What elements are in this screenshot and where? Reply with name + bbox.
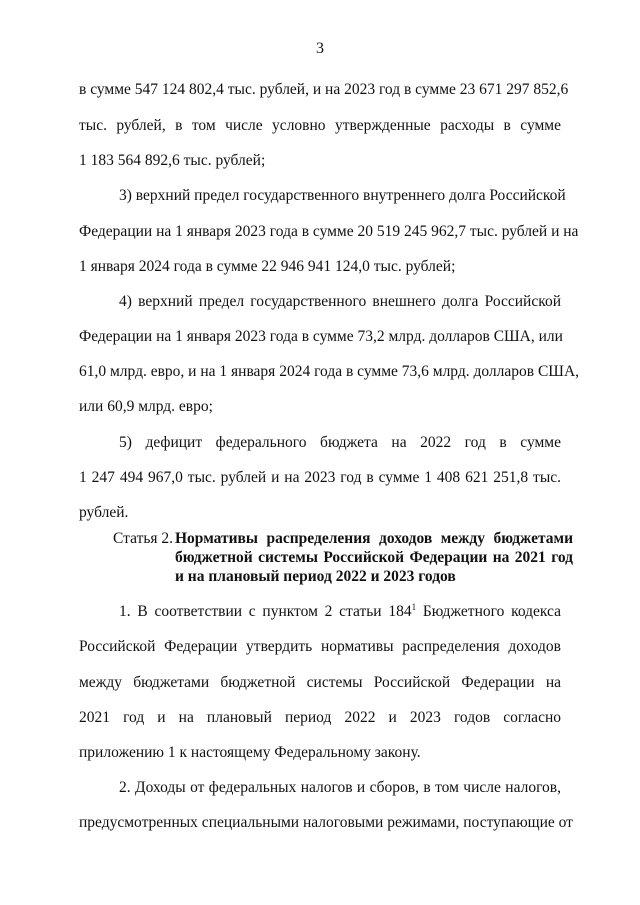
text-line: 61,0 млрд. евро, и на 1 января 2024 года в сумме 73,6 млрд. долларов США, [79,363,580,380]
text-line: или 60,9 млрд. евро; [79,398,213,415]
article-label: Статья 2. [113,530,174,547]
text-line: Федерации на 1 января 2023 года в сумме 73,2 млрд. долларов США, или [79,328,563,345]
text-line: тыс. рублей, в том числе условно утвержденные расходы в сумме [79,117,561,134]
article-title-line: бюджетной системы Российской Федерации на 2021 год [175,549,573,566]
text-line: между бюджетами бюджетной системы Российской Федерации на [79,674,561,691]
article-title-line: и на плановый период 2022 и 2023 годов [175,568,456,585]
page-number: 3 [316,40,324,57]
text-line: 1 января 2024 года в сумме 22 946 941 124,0 тыс. рублей; [79,258,456,275]
text-fragment: 1. В соответствии с пунктом 2 статьи 184 [119,603,412,620]
text-line: 2021 год и на плановый период 2022 и 2023 годов согласно [79,709,561,726]
paragraph-item-1 [119,602,561,622]
text-line: 1 247 494 967,0 тыс. рублей и на 2023 год в сумме 1 408 621 251,8 тыс. [79,469,561,486]
paragraph-item-2: 2. Доходы от федеральных налогов и сборов, в том числе налогов, [119,779,561,796]
text-line: рублей. [79,504,129,521]
text-line: Федерации на 1 января 2023 года в сумме 20 519 245 962,7 тыс. рублей и на [79,223,579,240]
paragraph-item-4: 4) верхний предел государственного внешнего долга Российской [119,293,561,310]
paragraph-item-3: 3) верхний предел государственного внутреннего долга Российской [119,187,566,204]
text-line: приложению 1 к настоящему Федеральному закону. [79,744,421,761]
footnote-superscript: 1 [411,602,417,612]
article-title-line: Нормативы распределения доходов между бюджетами [175,530,573,547]
text-line: 1 183 564 892,6 тыс. рублей; [79,152,266,169]
text-line: в сумме 547 124 802,4 тыс. рублей, и на 2023 год в сумме 23 671 297 852,6 [79,81,569,98]
text-line: предусмотренных специальными налоговыми режимами, поступающие от [79,814,573,831]
text-line: Российской Федерации утвердить нормативы распределения доходов [79,638,561,655]
paragraph-item-5: 5) дефицит федерального бюджета на 2022 год в сумме [119,434,561,451]
text-fragment: Бюджетного кодекса [416,603,561,620]
